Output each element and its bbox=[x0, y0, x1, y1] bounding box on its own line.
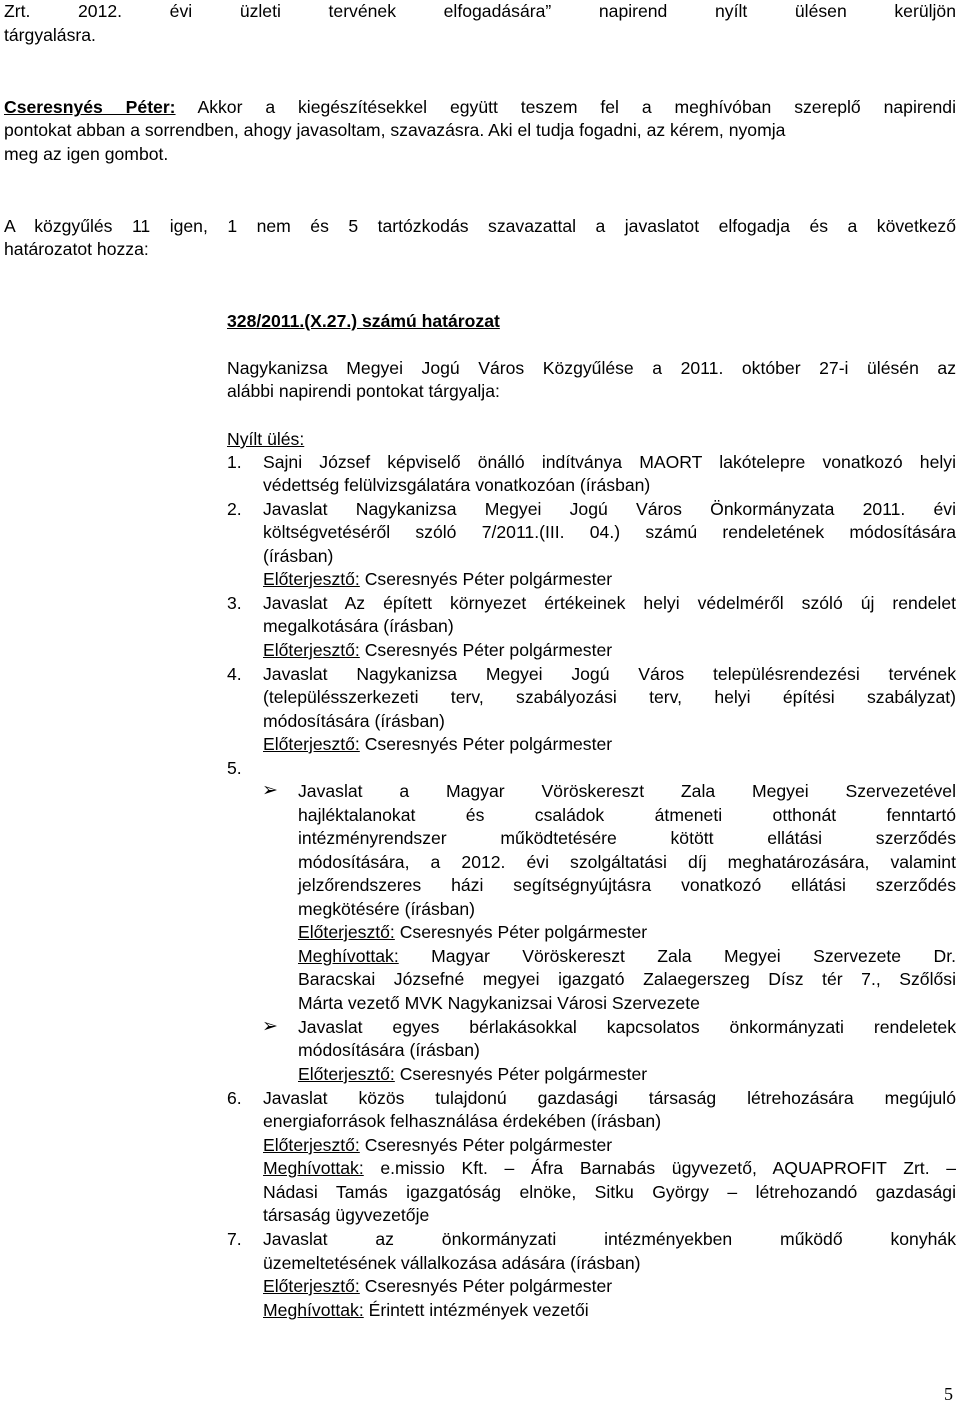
invited-line bbox=[298, 945, 956, 967]
presenter-label: Előterjesztő: bbox=[298, 922, 395, 942]
presenter-name: Cseresnyés Péter polgármester bbox=[359, 1135, 613, 1155]
presenter-line bbox=[298, 921, 647, 943]
presenter-name: Cseresnyés Péter polgármester bbox=[359, 569, 613, 589]
invited-line: Baracskai Józsefné megyei igazgató Zalaegerszeg Dísz tér 7., Szőlősi bbox=[298, 969, 956, 989]
presenter-line bbox=[298, 1063, 647, 1085]
presenter-label: Előterjesztő: bbox=[263, 640, 360, 660]
resolution-title: 328/2011.(X.27.) számú határozat bbox=[227, 311, 500, 331]
chair-text: Akkor a kiegészítésekkel együtt teszem fel a meghívóban szereplő napirendi bbox=[175, 97, 956, 117]
resolution-text: Nagykanizsa Megyei Jogú Város Közgyűlése a 2011. október 27-i ülésén az bbox=[227, 358, 956, 378]
agenda-subitem-text: módosítására, a 2012. évi szolgáltatási díj meghatározására, valamint bbox=[298, 852, 956, 872]
agenda-item-text: üzemeltetésének vállalkozása adására (írásban) bbox=[263, 1253, 641, 1273]
resolution-text: alábbi napirendi pontokat tárgyalja: bbox=[227, 381, 500, 401]
presenter-label: Előterjesztő: bbox=[263, 1135, 360, 1155]
agenda-subitem-text: intézményrendszer működtetésére kötött ellátási szerződés bbox=[298, 828, 956, 848]
invited-text: e.missio Kft. – Áfra Barnabás ügyvezető, AQUAPROFIT Zrt. – bbox=[363, 1158, 956, 1178]
presenter-name: Cseresnyés Péter polgármester bbox=[394, 922, 648, 942]
agenda-item-text: Javaslat Nagykanizsa Megyei Jogú Város településrendezési tervének bbox=[263, 664, 956, 684]
arrow-bullet-icon: ➢ bbox=[262, 1016, 278, 1037]
invited-line bbox=[263, 1299, 589, 1321]
invited-text: Érintett intézmények vezetői bbox=[363, 1300, 589, 1320]
presenter-label: Előterjesztő: bbox=[298, 1064, 395, 1084]
agenda-item-text: (településszerkezeti terv, szabályozási terv, helyi építési szabályzat) bbox=[263, 687, 956, 707]
agenda-item-text: (írásban) bbox=[263, 546, 334, 566]
agenda-subitem-text: Javaslat a Magyar Vöröskereszt Zala Megyei Szervezetével bbox=[298, 781, 956, 801]
agenda-item-text: megalkotására (írásban) bbox=[263, 616, 454, 636]
agenda-item-text: védettség felülvizsgálatára vonatkozóan (írásban) bbox=[263, 475, 651, 495]
chair-statement-line: meg az igen gombot. bbox=[4, 144, 169, 164]
arrow-bullet-icon: ➢ bbox=[262, 780, 278, 801]
item-number: 4. bbox=[227, 664, 242, 684]
presenter-line bbox=[263, 568, 612, 590]
presenter-line bbox=[263, 1275, 612, 1297]
presenter-line bbox=[263, 733, 612, 755]
invited-line: Márta vezető MVK Nagykanizsai Városi Szervezete bbox=[298, 993, 700, 1013]
chair-statement-line bbox=[4, 96, 956, 118]
presenter-line bbox=[263, 639, 612, 661]
agenda-subitem-text: jelzőrendszeres házi segítségnyújtásra vonatkozó ellátási szerződés bbox=[298, 875, 956, 895]
vote-line: A közgyűlés 11 igen, 1 nem és 5 tartózkodás szavazattal a javaslatot elfogadja és a következő bbox=[4, 216, 956, 236]
item-number: 6. bbox=[227, 1088, 242, 1108]
presenter-line bbox=[263, 1134, 612, 1156]
agenda-item-text: energiaforrások felhasználása érdekében (írásban) bbox=[263, 1111, 662, 1131]
invited-label: Meghívottak: bbox=[298, 946, 399, 966]
item-number: 7. bbox=[227, 1229, 242, 1249]
chair-statement-line: pontokat abban a sorrendben, ahogy javasoltam, szavazásra. Aki el tudja fogadni, az kérem, nyomja bbox=[4, 120, 786, 140]
agenda-subitem-text: megkötésére (írásban) bbox=[298, 899, 475, 919]
item-number: 3. bbox=[227, 593, 242, 613]
presenter-label: Előterjesztő: bbox=[263, 569, 360, 589]
intro-line: Zrt. 2012. évi üzleti tervének elfogadására” napirend nyílt ülésen kerüljön bbox=[4, 1, 956, 21]
agenda-item-text: Javaslat közös tulajdonú gazdasági társaság létrehozására megújuló bbox=[263, 1088, 956, 1108]
agenda-item-text: Javaslat Az épített környezet értékeinek helyi védelméről szóló új rendelet bbox=[263, 593, 956, 613]
speaker-name: Cseresnyés Péter: bbox=[4, 97, 176, 117]
session-heading: Nyílt ülés: bbox=[227, 429, 305, 449]
invited-line bbox=[263, 1157, 956, 1179]
intro-line: tárgyalásra. bbox=[4, 25, 96, 45]
invited-text: Magyar Vöröskereszt Zala Megyei Szervezete Dr. bbox=[398, 946, 956, 966]
agenda-subitem-text: hajléktalanokat és családok átmeneti otthonát fenntartó bbox=[298, 805, 956, 825]
presenter-name: Cseresnyés Péter polgármester bbox=[394, 1064, 648, 1084]
agenda-item-text: költségvetéséről szóló 7/2011.(III. 04.) számú rendeletének módosítására bbox=[263, 522, 956, 542]
presenter-name: Cseresnyés Péter polgármester bbox=[359, 640, 613, 660]
item-number: 5. bbox=[227, 758, 242, 778]
presenter-name: Cseresnyés Péter polgármester bbox=[359, 1276, 613, 1296]
agenda-item-text: Javaslat Nagykanizsa Megyei Jogú Város Önkormányzata 2011. évi bbox=[263, 499, 956, 519]
vote-line: határozatot hozza: bbox=[4, 239, 149, 259]
invited-label: Meghívottak: bbox=[263, 1300, 364, 1320]
presenter-name: Cseresnyés Péter polgármester bbox=[359, 734, 613, 754]
agenda-subitem-text: Javaslat egyes bérlakásokkal kapcsolatos önkormányzati rendeletek bbox=[298, 1017, 956, 1037]
presenter-label: Előterjesztő: bbox=[263, 1276, 360, 1296]
agenda-subitem-text: módosítására (írásban) bbox=[298, 1040, 480, 1060]
invited-line: Nádasi Tamás igazgatóság elnöke, Sitku György – létrehozandó gazdasági bbox=[263, 1182, 956, 1202]
agenda-item-text: Javaslat az önkormányzati intézményekben működő konyhák bbox=[263, 1229, 956, 1249]
invited-line: társaság ügyvezetője bbox=[263, 1205, 430, 1225]
agenda-item-text: módosítására (írásban) bbox=[263, 711, 445, 731]
page-number: 5 bbox=[944, 1384, 953, 1404]
item-number: 1. bbox=[227, 452, 242, 472]
agenda-item-text: Sajni József képviselő önálló indítványa MAORT lakótelepre vonatkozó helyi bbox=[263, 452, 956, 472]
presenter-label: Előterjesztő: bbox=[263, 734, 360, 754]
invited-label: Meghívottak: bbox=[263, 1158, 364, 1178]
item-number: 2. bbox=[227, 499, 242, 519]
